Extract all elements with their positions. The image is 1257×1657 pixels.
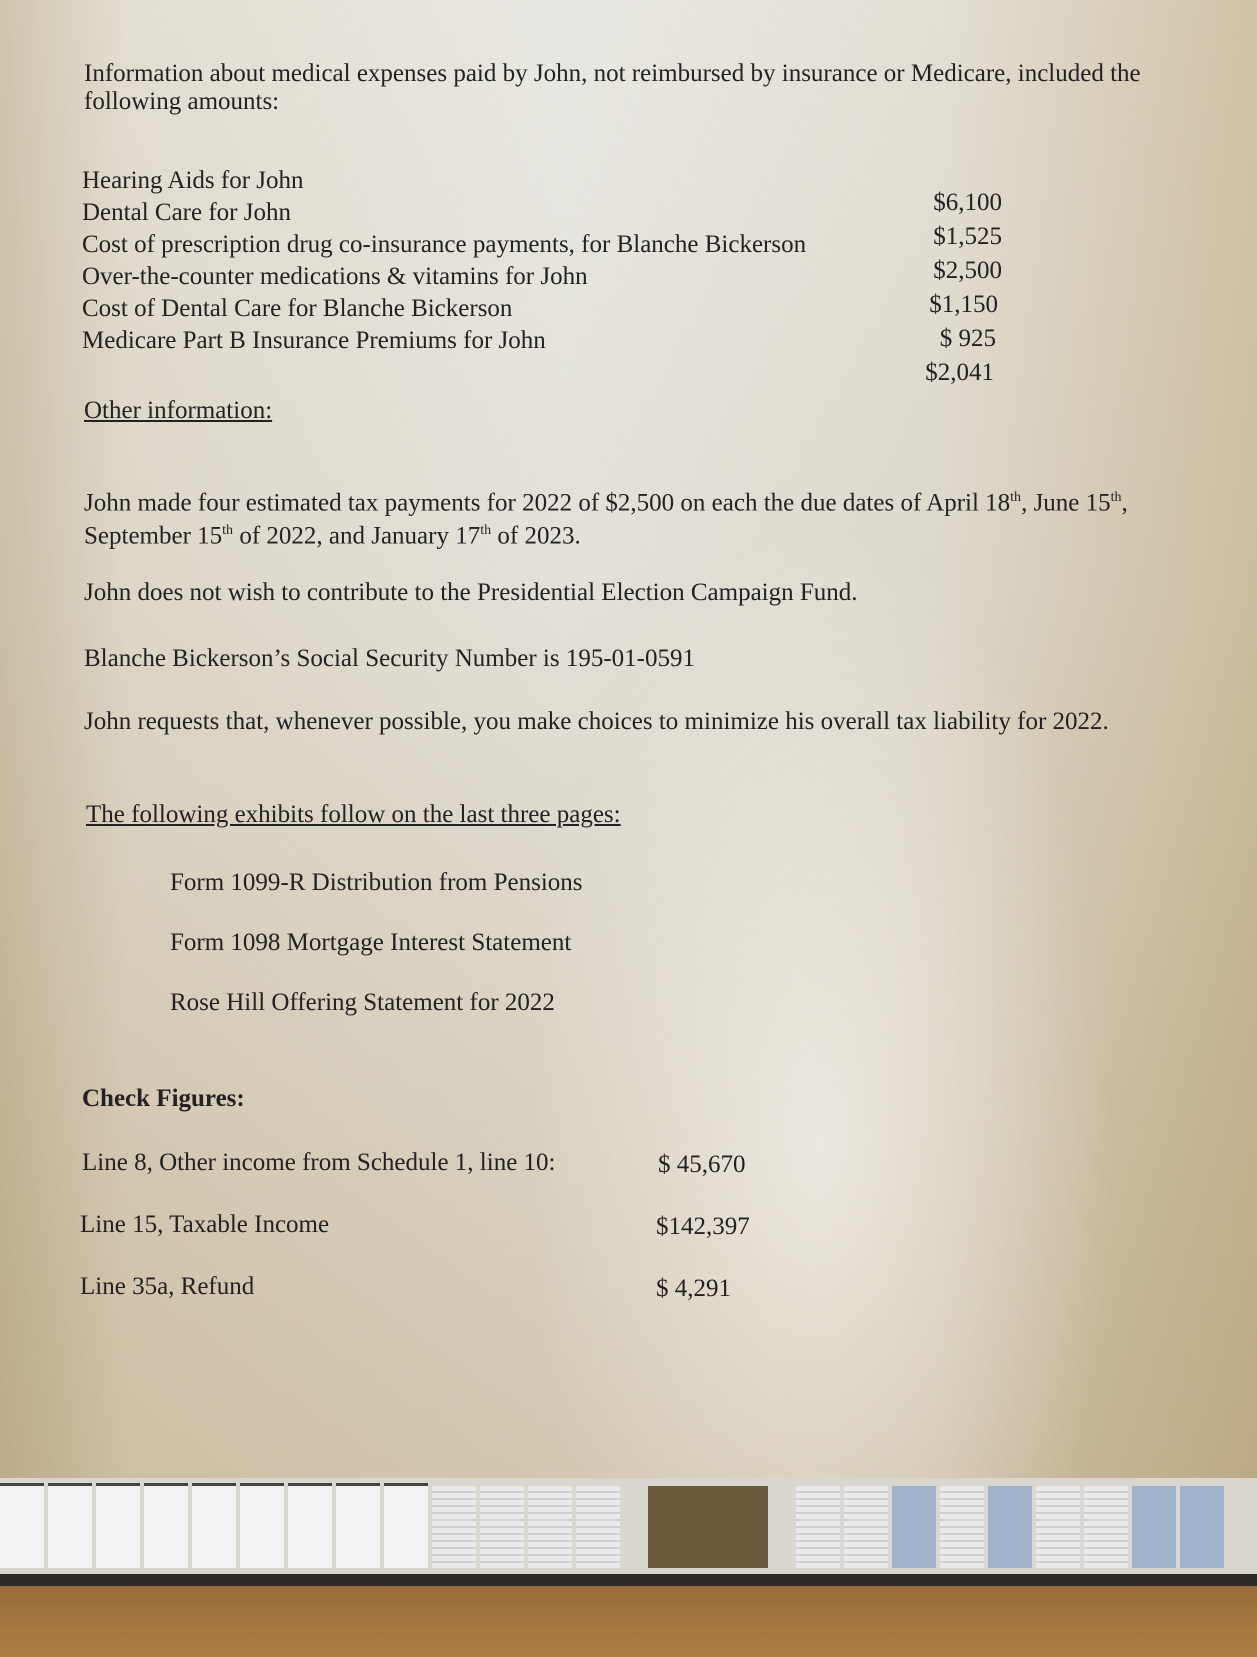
check-figure-label: Line 15, Taxable Income [80, 1211, 330, 1238]
other-information-heading: Other information: [84, 397, 273, 424]
desk-surface [0, 1586, 1257, 1657]
campaign-fund-statement: John does not wish to contribute to the Presidential Election Campaign Fund. [84, 579, 858, 606]
page-thumbnail[interactable] [144, 1483, 188, 1568]
expense-label: Medicare Part B Insurance Premiums for John [82, 327, 546, 354]
check-figure-value: $142,397 [656, 1213, 750, 1240]
page-thumbnail[interactable] [0, 1483, 44, 1568]
expense-amount: $1,525 [933, 223, 1002, 250]
page-thumbnail[interactable] [844, 1486, 888, 1568]
page-thumbnail[interactable] [240, 1483, 284, 1568]
expense-label: Hearing Aids for John [82, 167, 304, 194]
check-figure-value: $ 45,670 [658, 1151, 746, 1178]
page-thumbnail[interactable] [288, 1483, 332, 1568]
check-figure-label: Line 35a, Refund [80, 1273, 255, 1300]
exhibits-heading: The following exhibits follow on the last three pages: [86, 801, 621, 828]
page-thumbnail[interactable] [384, 1483, 428, 1568]
check-figures-heading: Check Figures: [82, 1085, 245, 1112]
page-thumbnail[interactable] [96, 1483, 140, 1568]
ssn-statement: Blanche Bickerson’s Social Security Number is 195-01-0591 [84, 645, 695, 672]
minimize-liability-request: John requests that, whenever possible, you make choices to minimize his overall tax liability for 2022. [84, 708, 1109, 735]
expense-amount: $2,041 [925, 359, 994, 386]
thumbnail-spacer [772, 1486, 792, 1568]
page-thumbnail[interactable] [1084, 1486, 1128, 1568]
thumbnail-spacer [624, 1486, 644, 1568]
expense-amount: $ 925 [939, 325, 996, 352]
screen-bezel [0, 1574, 1257, 1586]
page-thumbnail[interactable] [892, 1486, 936, 1568]
expense-amount: $6,100 [933, 189, 1002, 216]
page-thumbnail[interactable] [1180, 1486, 1224, 1568]
page-thumbnail[interactable] [1036, 1486, 1080, 1568]
exhibit-item: Form 1098 Mortgage Interest Statement [170, 929, 572, 956]
expense-label: Cost of prescription drug co-insurance payments, for Blanche Bickerson [82, 231, 807, 258]
expense-amount: $2,500 [933, 257, 1002, 284]
page-thumbnail[interactable] [192, 1483, 236, 1568]
page-thumbnail[interactable] [576, 1486, 620, 1568]
page-thumbnail[interactable] [940, 1486, 984, 1568]
expense-label: Dental Care for John [82, 199, 291, 226]
expense-label: Cost of Dental Care for Blanche Bickerson [82, 295, 513, 322]
page-thumbnail[interactable] [480, 1486, 524, 1568]
page-thumbnail-strip [0, 1478, 1257, 1574]
page-thumbnail[interactable] [1132, 1486, 1176, 1568]
check-figure-value: $ 4,291 [656, 1275, 731, 1302]
check-figure-label: Line 8, Other income from Schedule 1, line 10: [82, 1149, 556, 1176]
page-thumbnail[interactable] [336, 1483, 380, 1568]
page-thumbnail[interactable] [648, 1486, 768, 1568]
page-thumbnail[interactable] [48, 1483, 92, 1568]
intro-paragraph: Information about medical expenses paid by John, not reimbursed by insurance or Medicare, included the following amounts: [84, 60, 1141, 115]
page-thumbnail[interactable] [796, 1486, 840, 1568]
expense-amount: $1,150 [929, 291, 998, 318]
expense-label: Over-the-counter medications & vitamins for John [82, 263, 588, 290]
estimated-payments-paragraph: John made four estimated tax payments for 2022 of $2,500 on each the due dates of April 18th, June 15th, September 15th of 2022, and January 17th of 2023. [84, 489, 1128, 550]
page-thumbnail[interactable] [432, 1486, 476, 1568]
exhibit-item: Form 1099-R Distribution from Pensions [170, 869, 583, 896]
page-thumbnail[interactable] [528, 1486, 572, 1568]
exhibit-item: Rose Hill Offering Statement for 2022 [170, 989, 555, 1016]
page-thumbnail[interactable] [988, 1486, 1032, 1568]
